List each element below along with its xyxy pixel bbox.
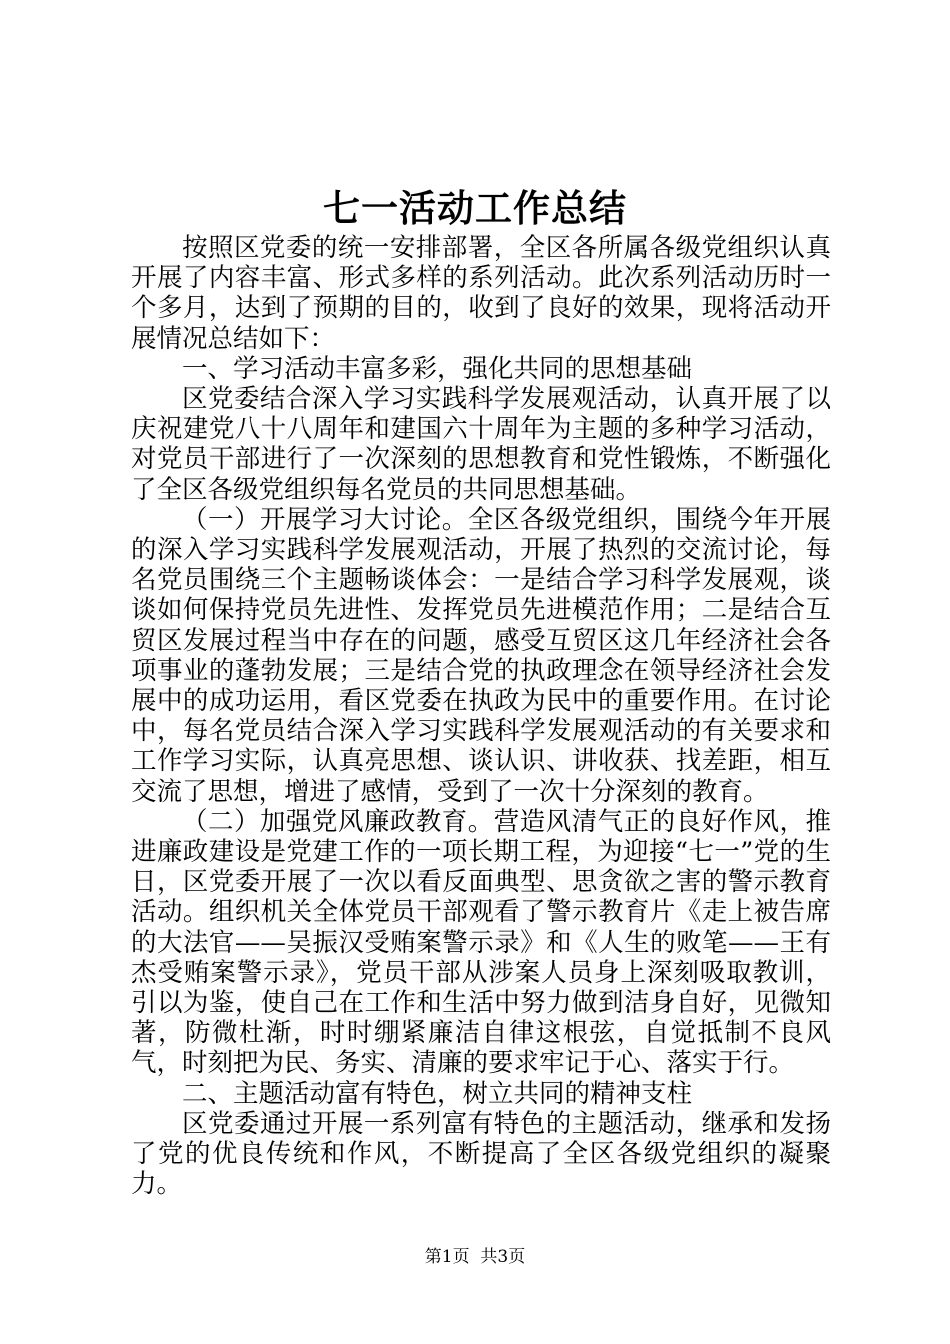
paragraph-subsection-2: （二）加强党风廉政教育。营造风清气正的良好作风，推进廉政建设是党建工作的一项长期工程，为迎接“七一”党的生日，区党委开展了一次以看反面典型、思贪欲之害的警示教育活动。组织机关全体党员干部观看了警示教育片《走上被告席的大法官——吴振汉受贿案警示录》和《人生的败笔——王有杰受贿案警示录》，党员干部从涉案人员身上深刻吸取教训，引以为鉴，使自己在工作和生活中努力做到洁身自好，见微知著，防微杜渐，时时绷紧廉洁自律这根弦，自觉抵制不良风气，时刻把为民、务实、清廉的要求牢记于心、落实于行。 bbox=[131, 806, 831, 1079]
paragraph-section-2: 区党委通过开展一系列富有特色的主题活动，继承和发扬了党的优良传统和作风，不断提高了全区各级党组织的凝聚力。 bbox=[131, 1108, 831, 1200]
page-footer: 第1页 共3页 bbox=[424, 1247, 526, 1267]
paragraph-section-1: 区党委结合深入学习实践科学发展观活动，认真开展了以庆祝建党八十八周年和建国六十周年为主题的多种学习活动，对党员干部进行了一次深刻的思想教育和党性锻炼，不断强化了全区各级党组织每名党员的共同思想基础。 bbox=[131, 384, 831, 505]
document-title: 七一活动工作总结 bbox=[323, 186, 627, 230]
paragraph-subsection-1: （一）开展学习大讨论。全区各级党组织，围绕今年开展的深入学习实践科学发展观活动，开展了热烈的交流讨论，每名党员围绕三个主题畅谈体会：一是结合学习科学发展观，谈谈如何保持党员先进性、发挥党员先进模范作用；二是结合互贸区发展过程当中存在的问题，感受互贸区这几年经济社会各项事业的蓬勃发展；三是结合党的执政理念在领导经济社会发展中的成功运用，看区党委在执政为民中的重要作用。在讨论中，每名党员结合深入学习实践科学发展观活动的有关要求和工作学习实际，认真亮思想、谈认识、讲收获、找差距，相互交流了思想，增进了感情，受到了一次十分深刻的教育。 bbox=[131, 504, 831, 807]
section-heading-1: 一、学习活动丰富多彩，强化共同的思想基础 bbox=[182, 353, 693, 384]
paragraph-intro: 按照区党委的统一安排部署，全区各所属各级党组织认真开展了内容丰富、形式多样的系列活动。此次系列活动历时一个多月，达到了预期的目的，收到了良好的效果，现将活动开展情况总结如下： bbox=[131, 233, 831, 354]
section-heading-2: 二、主题活动富有特色，树立共同的精神支柱 bbox=[182, 1078, 693, 1109]
document-body bbox=[131, 233, 831, 1200]
